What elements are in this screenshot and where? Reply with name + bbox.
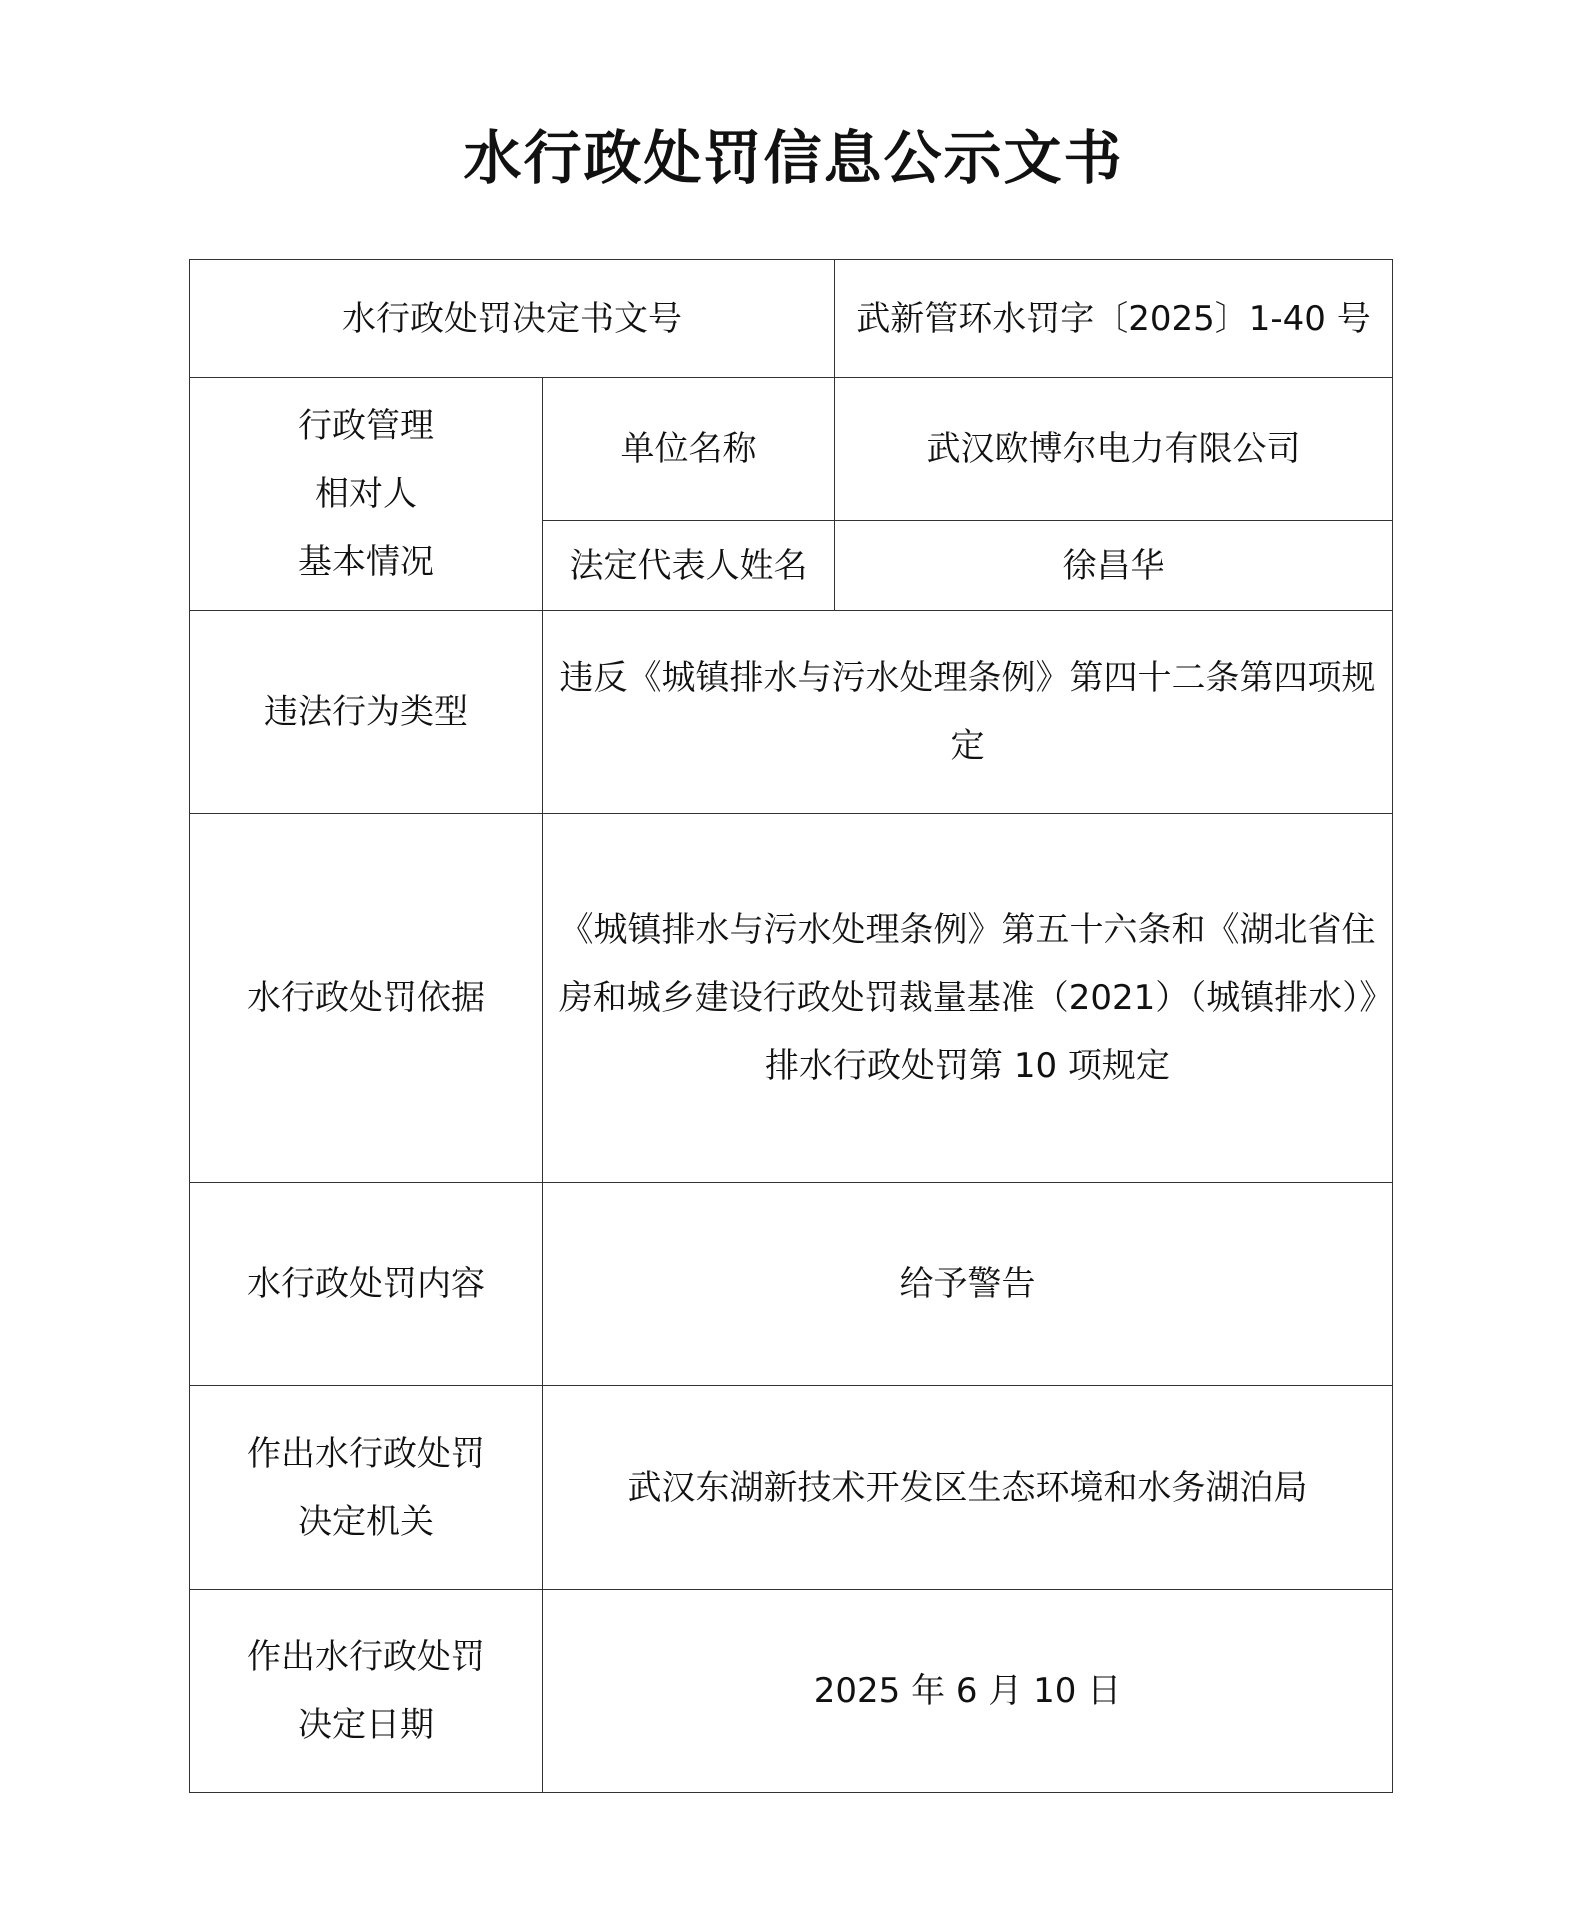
party-info-label-line: 基本情况 (298, 542, 434, 582)
penalty-content-label: 水行政处罚内容 (190, 1183, 543, 1386)
row-decision-number (190, 260, 1393, 378)
decision-date-label (190, 1590, 543, 1793)
row-unit-name (190, 378, 1393, 521)
authority-value: 武汉东湖新技术开发区生态环境和水务湖泊局 (543, 1386, 1393, 1590)
authority-label (190, 1386, 543, 1590)
row-penalty-content (190, 1183, 1393, 1386)
document-title: 水行政处罚信息公示文书 (463, 124, 1124, 192)
violation-type-value: 违反《城镇排水与污水处理条例》第四十二条第四项规定 (543, 611, 1393, 814)
decision-date-label-line: 作出水行政处罚 (247, 1637, 485, 1677)
row-penalty-basis (190, 814, 1393, 1183)
unit-name-value: 武汉欧博尔电力有限公司 (835, 378, 1393, 521)
penalty-info-table (189, 259, 1393, 1793)
penalty-content-value: 给予警告 (543, 1183, 1393, 1386)
violation-type-label: 违法行为类型 (190, 611, 543, 814)
legal-rep-label: 法定代表人姓名 (543, 521, 835, 611)
authority-label-line: 作出水行政处罚 (247, 1433, 485, 1474)
penalty-basis-value: 《城镇排水与污水处理条例》第五十六条和《湖北省住房和城乡建设行政处罚裁量基准（2021）（城镇排水）》排水行政处罚第 10 项规定 (543, 814, 1393, 1183)
party-info-label (190, 378, 543, 611)
decision-number-label: 水行政处罚决定书文号 (190, 260, 835, 378)
decision-date-value: 2025 年 6 月 10 日 (543, 1590, 1393, 1793)
row-violation-type (190, 611, 1393, 814)
authority-label-line: 决定机关 (298, 1501, 434, 1542)
penalty-basis-label: 水行政处罚依据 (190, 814, 543, 1183)
decision-date-label-line: 决定日期 (298, 1705, 434, 1745)
decision-number-value: 武新管环水罚字〔2025〕1-40 号 (835, 260, 1393, 378)
party-info-label-line: 相对人 (315, 474, 417, 514)
party-info-label-line: 行政管理 (298, 406, 434, 446)
legal-rep-value: 徐昌华 (835, 521, 1393, 611)
row-decision-date (190, 1590, 1393, 1793)
unit-name-label: 单位名称 (543, 378, 835, 521)
row-authority (190, 1386, 1393, 1590)
